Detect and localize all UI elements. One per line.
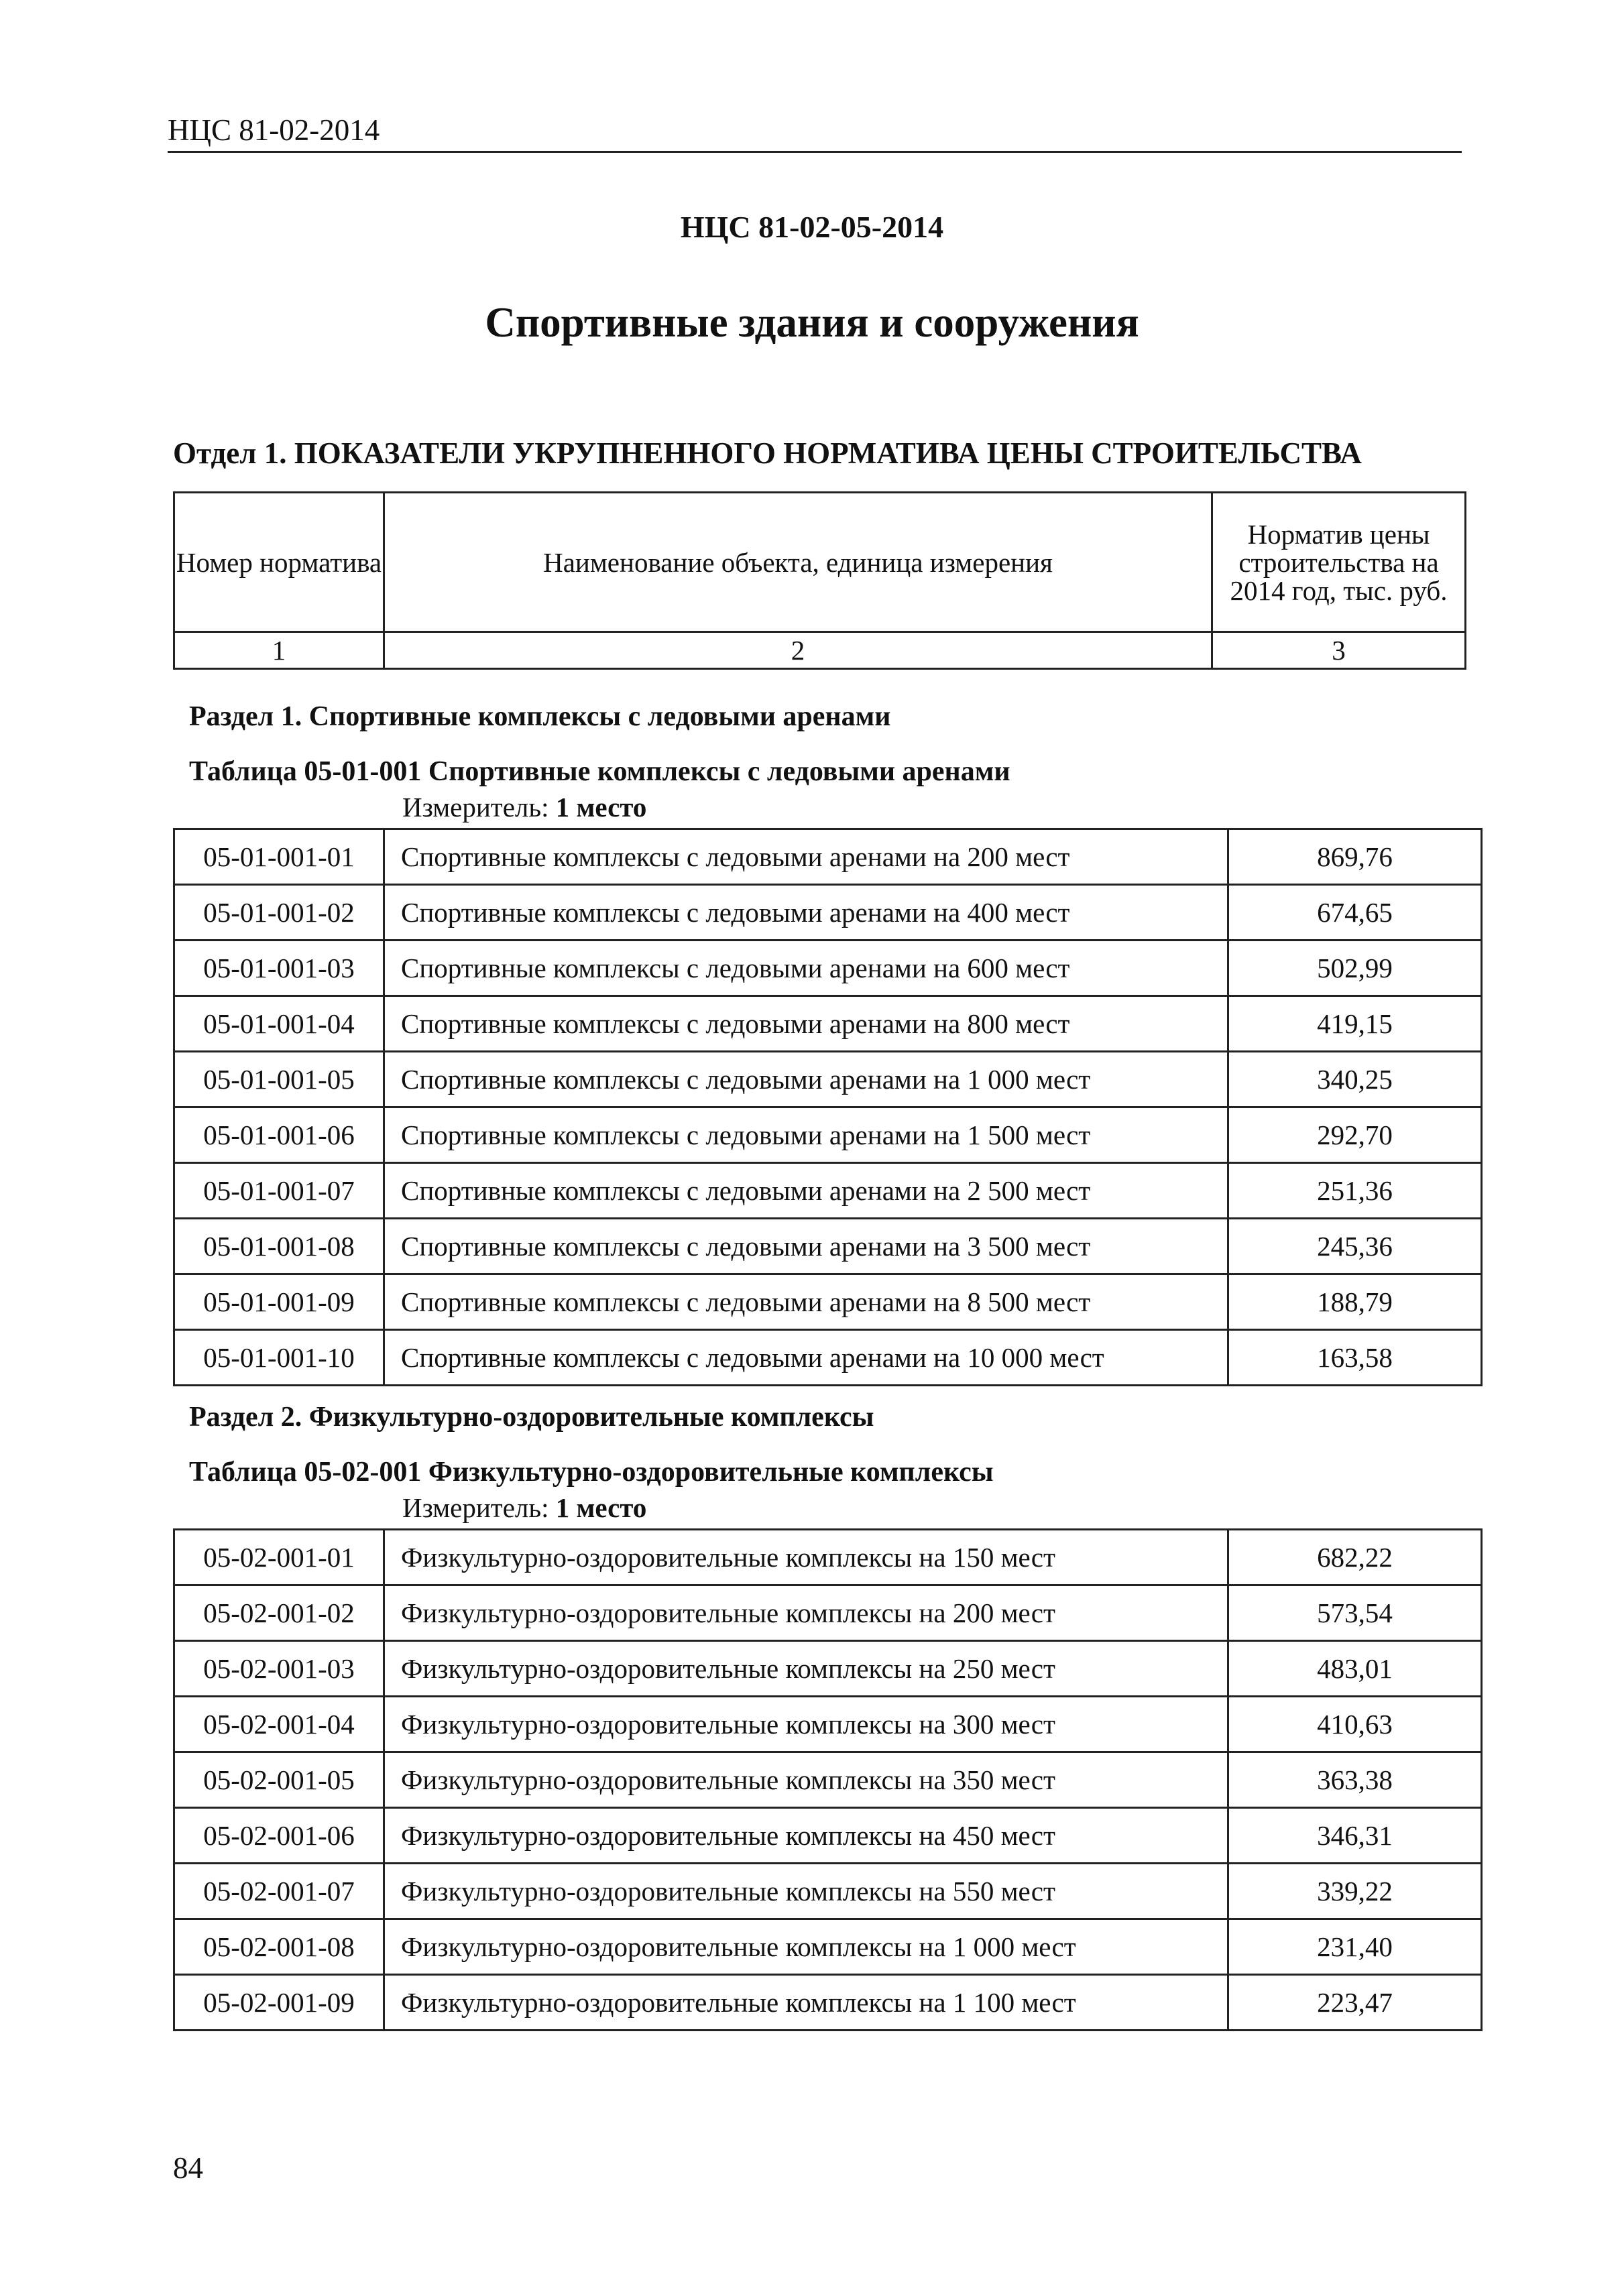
meter-label: Измеритель: — [402, 792, 549, 823]
table-row — [174, 1641, 1482, 1697]
row-name: Спортивные комплексы с ледовыми аренами на 2 500 мест — [384, 1163, 1228, 1219]
row-code: 05-01-001-07 — [174, 1163, 384, 1219]
page-number: 84 — [173, 2151, 203, 2185]
row-code: 05-01-001-05 — [174, 1052, 384, 1107]
header-num-2: 2 — [384, 632, 1212, 669]
dept-title: Отдел 1. ПОКАЗАТЕЛИ УКРУПНЕННОГО НОРМАТИВА ЦЕНЫ СТРОИТЕЛЬСТВА — [173, 436, 1362, 470]
table-2-title: Таблица 05-02-001 Физкультурно-оздоровительные комплексы — [189, 1457, 994, 1488]
row-name: Спортивные комплексы с ледовыми аренами на 1 500 мест — [384, 1107, 1228, 1163]
row-name: Спортивные комплексы с ледовыми аренами на 800 мест — [384, 996, 1228, 1052]
row-name: Спортивные комплексы с ледовыми аренами на 10 000 мест — [384, 1330, 1228, 1386]
row-value: 483,01 — [1228, 1641, 1482, 1697]
meter-value: 1 место — [555, 792, 647, 823]
row-code: 05-02-001-02 — [174, 1585, 384, 1641]
running-header: НЦС 81-02-2014 — [168, 113, 380, 147]
row-value: 163,58 — [1228, 1330, 1482, 1386]
table-row — [174, 1808, 1482, 1864]
header-col-code: Номер норматива — [174, 493, 384, 632]
row-value: 346,31 — [1228, 1808, 1482, 1864]
header-col-price: Норматив цены строительства на 2014 год, тыс. руб. — [1212, 493, 1466, 632]
table-row — [174, 1530, 1482, 1585]
row-code: 05-01-001-06 — [174, 1107, 384, 1163]
row-name: Физкультурно-оздоровительные комплексы на 350 мест — [384, 1752, 1228, 1808]
row-code: 05-02-001-09 — [174, 1975, 384, 2031]
row-value: 339,22 — [1228, 1864, 1482, 1919]
header-num-3: 3 — [1212, 632, 1466, 669]
row-name: Физкультурно-оздоровительные комплексы на 450 мест — [384, 1808, 1228, 1864]
meter-label: Измеритель: — [402, 1492, 549, 1523]
row-name: Спортивные комплексы с ледовыми аренами на 8 500 мест — [384, 1274, 1228, 1330]
row-code: 05-02-001-06 — [174, 1808, 384, 1864]
table-row — [174, 941, 1482, 996]
section-1-title: Раздел 1. Спортивные комплексы с ледовыми аренами — [189, 701, 891, 732]
row-name: Физкультурно-оздоровительные комплексы на 200 мест — [384, 1585, 1228, 1641]
table-row — [174, 1163, 1482, 1219]
table-1-meter — [402, 791, 646, 823]
row-value: 251,36 — [1228, 1163, 1482, 1219]
row-name: Физкультурно-оздоровительные комплексы на 250 мест — [384, 1641, 1228, 1697]
section-2-title: Раздел 2. Физкультурно-оздоровительные комплексы — [189, 1402, 874, 1433]
row-code: 05-02-001-05 — [174, 1752, 384, 1808]
row-value: 419,15 — [1228, 996, 1482, 1052]
doc-title: Спортивные здания и сооружения — [485, 299, 1139, 346]
row-code: 05-02-001-01 — [174, 1530, 384, 1585]
doc-code: НЦС 81-02-05-2014 — [680, 210, 944, 244]
row-value: 573,54 — [1228, 1585, 1482, 1641]
row-value: 682,22 — [1228, 1530, 1482, 1585]
table-row — [174, 1752, 1482, 1808]
table-row — [174, 996, 1482, 1052]
row-value: 245,36 — [1228, 1219, 1482, 1274]
table-row — [174, 1107, 1482, 1163]
meter-value: 1 место — [555, 1492, 647, 1523]
row-code: 05-01-001-04 — [174, 996, 384, 1052]
row-value: 410,63 — [1228, 1697, 1482, 1752]
row-code: 05-01-001-09 — [174, 1274, 384, 1330]
row-code: 05-02-001-03 — [174, 1641, 384, 1697]
table-row — [174, 1697, 1482, 1752]
row-value: 231,40 — [1228, 1919, 1482, 1975]
row-code: 05-01-001-08 — [174, 1219, 384, 1274]
table-2 — [173, 1528, 1483, 2031]
table-2-meter — [402, 1492, 646, 1524]
table-row — [174, 1975, 1482, 2031]
row-name: Физкультурно-оздоровительные комплексы на 150 мест — [384, 1530, 1228, 1585]
row-name: Физкультурно-оздоровительные комплексы на 1 100 мест — [384, 1975, 1228, 2031]
row-code: 05-02-001-04 — [174, 1697, 384, 1752]
table-row — [174, 1274, 1482, 1330]
row-name: Спортивные комплексы с ледовыми аренами на 600 мест — [384, 941, 1228, 996]
table-1-title: Таблица 05-01-001 Спортивные комплексы с ледовыми аренами — [189, 756, 1010, 787]
header-num-1: 1 — [174, 632, 384, 669]
row-value: 869,76 — [1228, 829, 1482, 885]
table-row — [174, 885, 1482, 941]
table-row — [174, 1330, 1482, 1386]
table-row — [174, 1864, 1482, 1919]
table-row — [174, 829, 1482, 885]
row-value: 674,65 — [1228, 885, 1482, 941]
table-row — [174, 1585, 1482, 1641]
row-code: 05-01-001-10 — [174, 1330, 384, 1386]
header-table — [173, 491, 1466, 670]
table-1 — [173, 828, 1483, 1386]
row-value: 340,25 — [1228, 1052, 1482, 1107]
header-col-name: Наименование объекта, единица измерения — [384, 493, 1212, 632]
row-code: 05-01-001-02 — [174, 885, 384, 941]
row-value: 363,38 — [1228, 1752, 1482, 1808]
row-value: 223,47 — [1228, 1975, 1482, 2031]
row-value: 188,79 — [1228, 1274, 1482, 1330]
row-name: Спортивные комплексы с ледовыми аренами на 400 мест — [384, 885, 1228, 941]
table-row — [174, 1052, 1482, 1107]
row-code: 05-01-001-01 — [174, 829, 384, 885]
row-code: 05-02-001-08 — [174, 1919, 384, 1975]
row-name: Спортивные комплексы с ледовыми аренами на 200 мест — [384, 829, 1228, 885]
row-value: 292,70 — [1228, 1107, 1482, 1163]
row-name: Физкультурно-оздоровительные комплексы на 300 мест — [384, 1697, 1228, 1752]
row-name: Физкультурно-оздоровительные комплексы на 550 мест — [384, 1864, 1228, 1919]
table-row — [174, 1219, 1482, 1274]
row-name: Спортивные комплексы с ледовыми аренами на 1 000 мест — [384, 1052, 1228, 1107]
header-rule — [168, 151, 1462, 153]
row-name: Физкультурно-оздоровительные комплексы на 1 000 мест — [384, 1919, 1228, 1975]
row-value: 502,99 — [1228, 941, 1482, 996]
row-code: 05-02-001-07 — [174, 1864, 384, 1919]
row-code: 05-01-001-03 — [174, 941, 384, 996]
row-name: Спортивные комплексы с ледовыми аренами на 3 500 мест — [384, 1219, 1228, 1274]
table-row — [174, 1919, 1482, 1975]
